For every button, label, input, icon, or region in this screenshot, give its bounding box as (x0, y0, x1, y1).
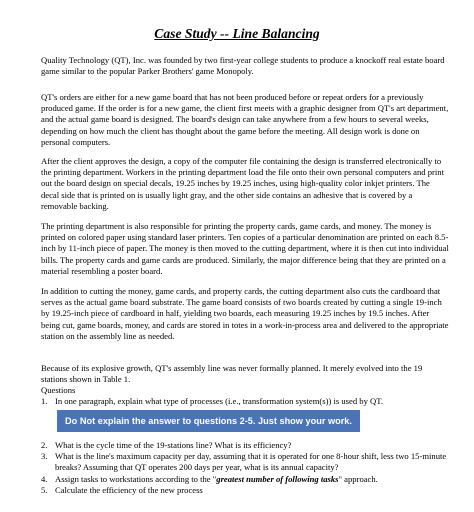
question-text: What is the cycle time of the 19-stations line? What is its efficiency? (55, 440, 292, 450)
question-item (41, 485, 450, 496)
paragraph-intro: Quality Technology (QT), Inc. was founded by two first-year college students to produce a knockoff real estate board game similar to the popular Parker Brothers' game Monopoly. (41, 55, 445, 77)
question-item (41, 451, 450, 473)
question-number: 1. (41, 396, 48, 406)
paragraph-growth: Because of its explosive growth, QT's assembly line was never formally planned. It merely evolved into the 19 stations shown in Table 1. (41, 363, 423, 385)
question-text: Calculate the efficiency of the new process (55, 484, 203, 495)
question-item (41, 474, 450, 485)
paragraph-printing-cards: The printing department is also responsible for printing the property cards, game cards, and money. The money is printed on colored paper using standard laser printers. Ten copies of a particular denomination are printed on each 8.5-inch by 11-inch piece of paper. The money is then moved to the cutting department, where it is then cut into individual bills. The property cards and game cards are produced. Similarly, the major difference being that they are printed on a material resembling a poster board. (41, 221, 449, 276)
instruction-banner: Do Not explain the answer to questions 2-5. Just show your work. (57, 410, 360, 432)
paragraph-printing: After the client approves the design, a copy of the computer file containing the design is transferred electronically to the printing department. Workers in the printing department load the file onto their own personal computers and print out the board design on special decals, 19.25 inches by 19.25 inches, using high-quality color inkjet printers. The decal side that is printed on is usually light gray, and the other side contains an adhesive that is covered by a removable backing. (41, 156, 444, 211)
question-number: 4. (41, 473, 48, 484)
paragraph-orders: QT's orders are either for a new game board that has not been produced before or repeat orders for a previously produced game. If the order is for a new game, the client first meets with a graphic designer from QT's art department, and the actual game board is designed. The board's design can take anywhere from a few hours to several weeks, depending on how much the client has thought about the game before the meeting. All design work is done on personal computers. (41, 92, 449, 147)
question-text-emphasis: greatest number of following tasks (216, 473, 339, 484)
question-number: 5. (41, 484, 48, 495)
questions-list-part-2 (41, 440, 450, 496)
question-text: What is the line's maximum capacity per day, assuming that it is operated for one 8-hour shift, less two 15-minute breaks? Assuming that QT operates 200 days per year, what is its annual capacity? (55, 451, 447, 473)
paragraph-cutting: In addition to cutting the money, game cards, and property cards, the cutting department also cuts the cardboard that serves as the actual game board substrate. The game board consists of two boards created by cutting a single 19-inch by 19.25-inch piece of cardboard in half, yielding two boards, each measuring 19.25 inches by 19.5 inches. After being cut, game boards, money, and cards are stored in totes in a work-in-process area and delivered to the appropriate station on the assembly line as needed. (41, 286, 449, 341)
questions-list-part-1 (41, 396, 450, 407)
question-item (41, 396, 450, 407)
question-number: 3. (41, 451, 48, 462)
question-text-before: Assign tasks to workstations according to the " (55, 473, 217, 484)
question-text-after: " approach. (338, 473, 378, 484)
question-number: 2. (41, 440, 48, 450)
question-text: In one paragraph, explain what type of processes (i.e., transformation system(s)) is used by QT. (55, 396, 383, 406)
case-study-title: Case Study -- Line Balancing (154, 26, 320, 41)
question-item (41, 440, 450, 451)
questions-heading: Questions (41, 385, 76, 395)
